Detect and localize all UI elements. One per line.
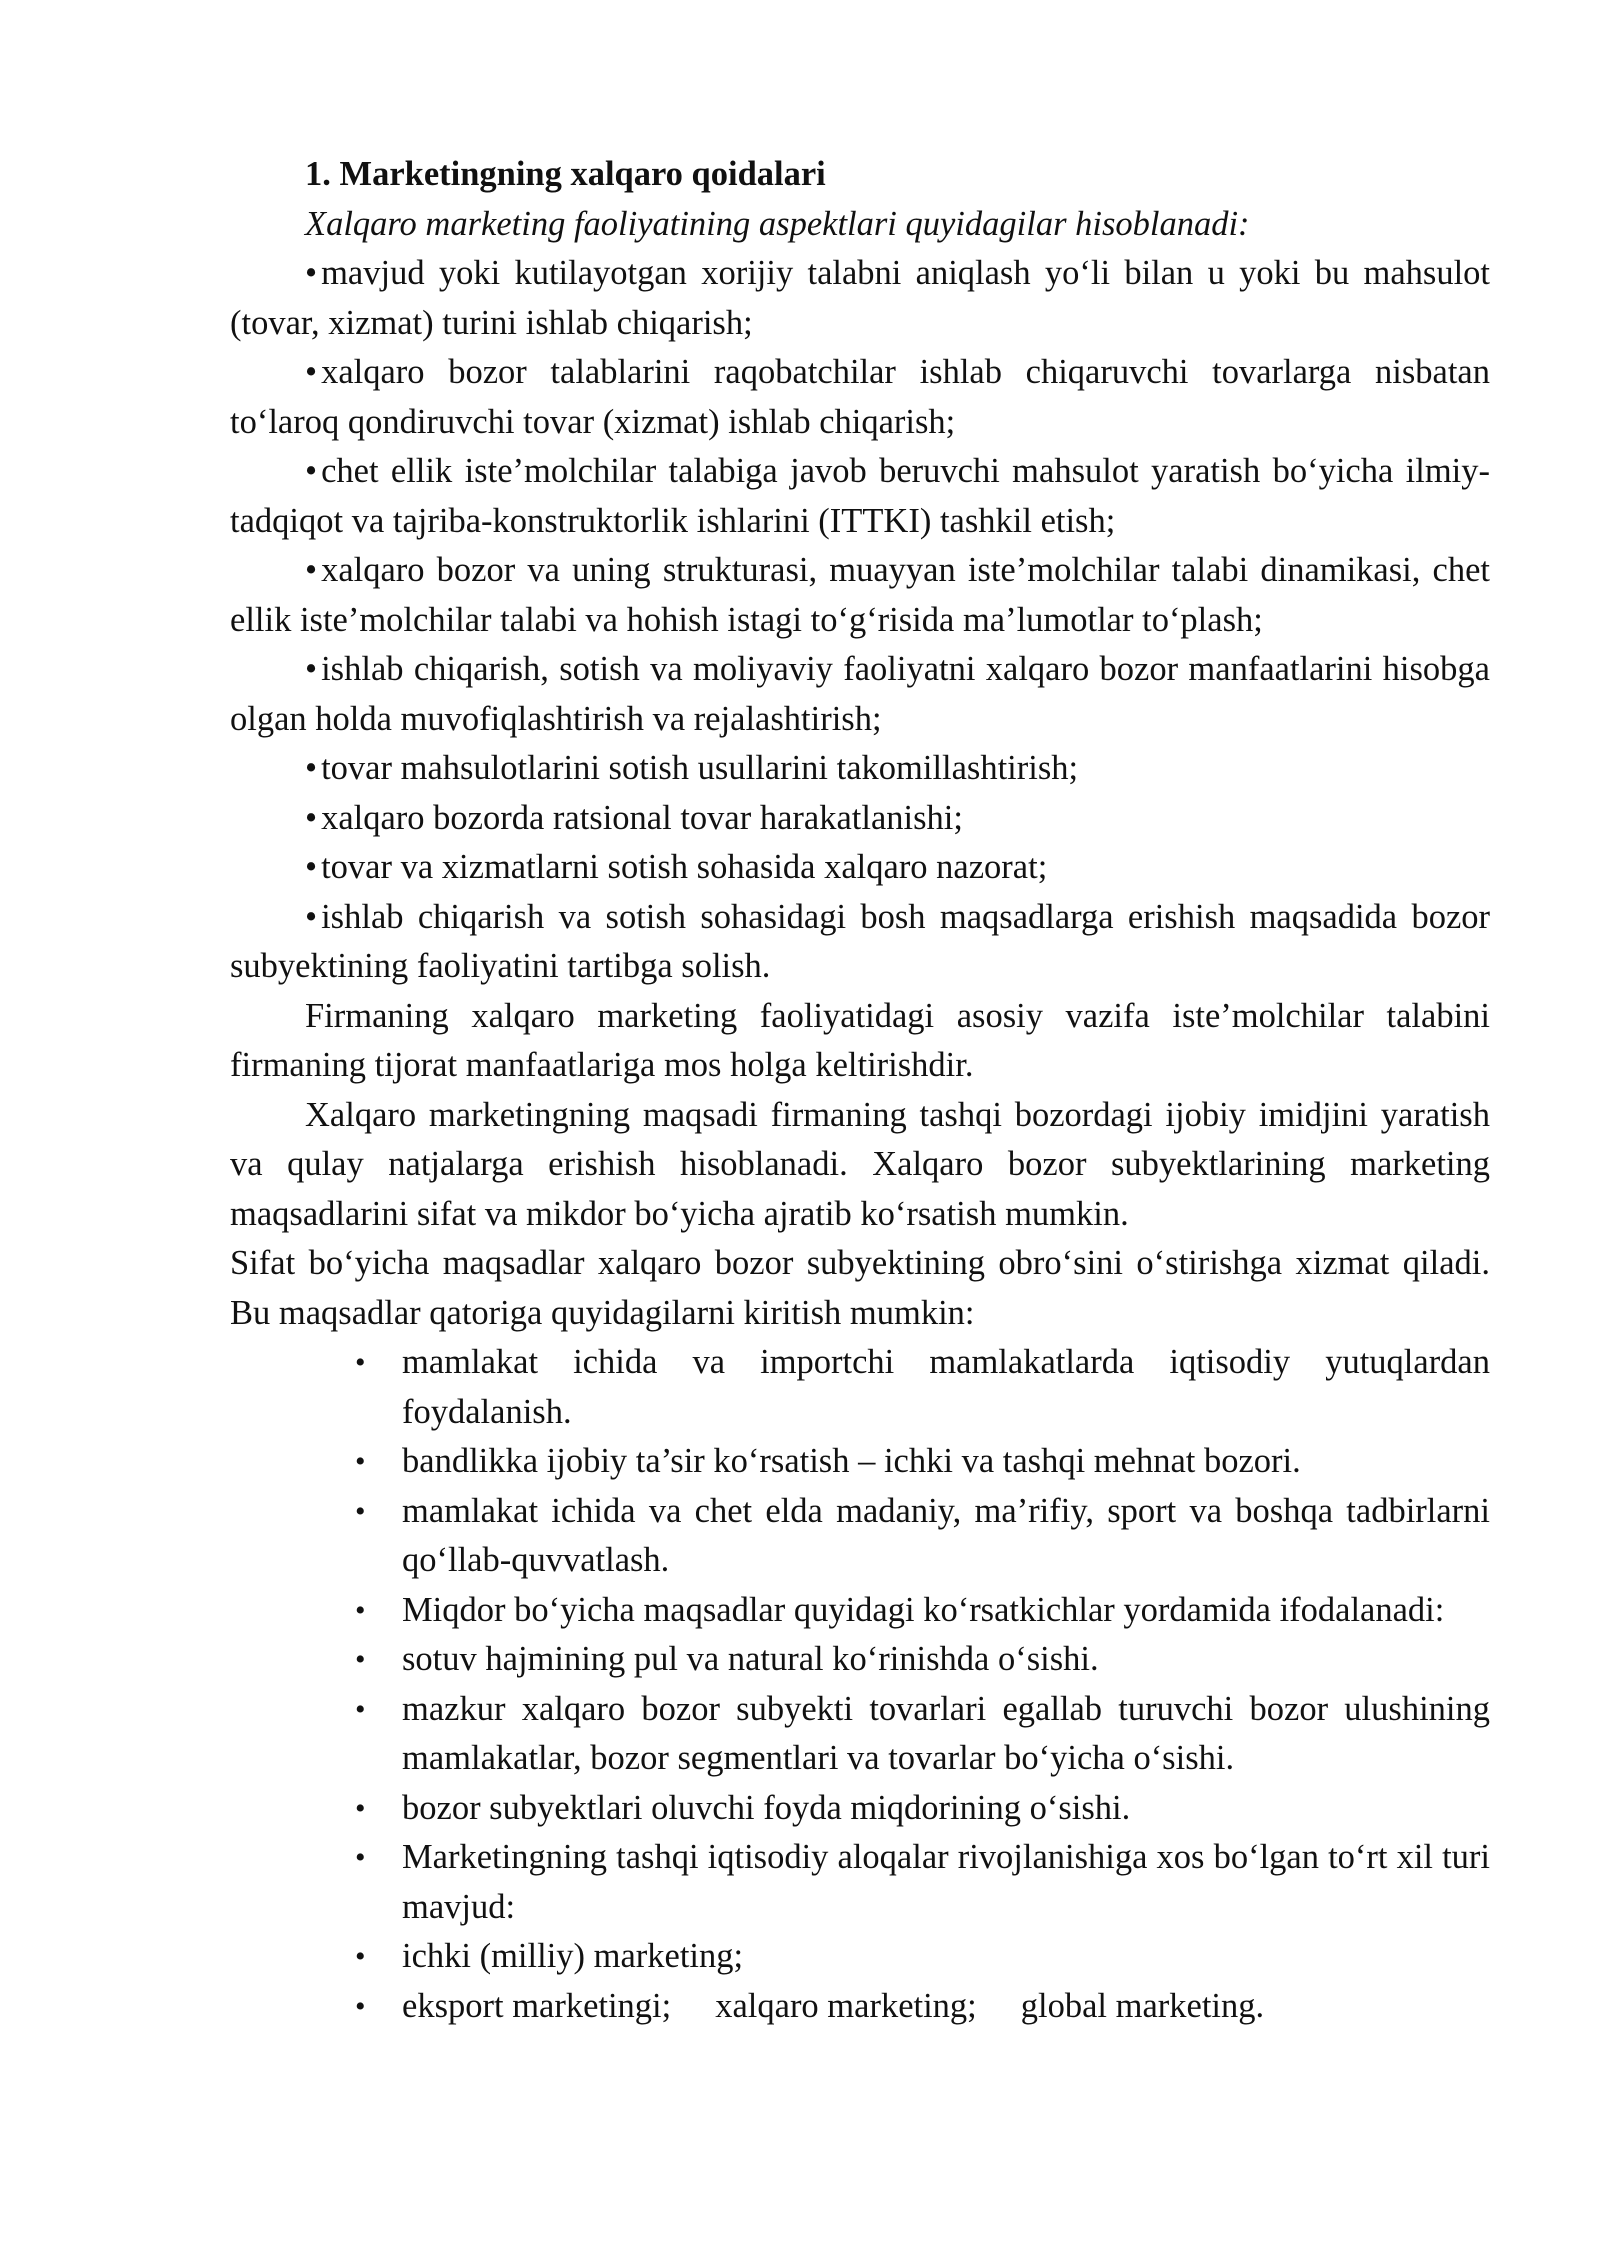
bullet-icon: • [305, 353, 318, 391]
list-item-text: bandlikka ijobiy ta’sir ko‘rsatish – ichki va tashqi mehnat bozori. [402, 1442, 1301, 1480]
aspect-text: mavjud yoki kutilayotgan xorijiy talabni aniqlash yo‘li bilan u yoki bu mahsulot (tovar, xizmat) turini ishlab chiqarish; [230, 254, 1490, 342]
list-item [355, 1982, 1490, 2032]
list-item-text: sotuv hajmining pul va natural ko‘rinishda o‘sishi. [402, 1640, 1099, 1678]
bullet-icon: • [355, 1692, 366, 1726]
aspect-item [230, 546, 1490, 645]
marketing-type-global: global marketing. [1020, 1986, 1265, 2025]
aspect-text: xalqaro bozorda ratsional tovar harakatlanishi; [321, 798, 963, 837]
bullet-icon: • [355, 1494, 366, 1528]
aspect-text: ishlab chiqarish, sotish va moliyaviy faoliyatni xalqaro bozor manfaatlarini hisobga olgan holda muvofiqlashtirish va rejalashtirish; [230, 650, 1490, 738]
list-item [355, 1437, 1490, 1487]
aspect-item [230, 645, 1490, 744]
bullet-icon: • [305, 848, 318, 886]
list-item [355, 1586, 1490, 1636]
list-item-text: mamlakat ichida va chet elda madaniy, ma’rifiy, sport va boshqa tadbirlarni qo‘llab-quvvatlash. [402, 1491, 1490, 1579]
list-item-text: Marketingning tashqi iqtisodiy aloqalar rivojlanishiga xos bo‘lgan to‘rt xil turi mavjud: [402, 1838, 1490, 1926]
list-item-text: ichki (milliy) marketing; [402, 1937, 744, 1975]
list-item [355, 1685, 1490, 1784]
bullet-icon: • [355, 1593, 366, 1627]
bullet-icon: • [355, 1346, 366, 1379]
bullet-icon: • [305, 650, 318, 688]
aspects-intro: Xalqaro marketing faoliyatining aspektlari quyidagilar hisoblanadi: [305, 204, 1250, 243]
list-item-text: bozor subyektlari oluvchi foyda miqdorining o‘sishi. [402, 1788, 1131, 1827]
aspect-text: ishlab chiqarish va sotish sohasidagi bosh maqsadlarga erishish maqsadida bozor subyektining faoliyatini tartibga solish. [230, 897, 1490, 985]
section-heading: 1. Marketingning xalqaro qoidalari [305, 155, 826, 193]
list-item-text: Miqdor bo‘yicha maqsadlar quyidagi ko‘rsatkichlar yordamida ifodalanadi: [402, 1590, 1445, 1629]
list-item [355, 1833, 1490, 1932]
bullet-icon: • [305, 798, 318, 837]
paragraph-quality-goals: Sifat bo‘yicha maqsadlar xalqaro bozor subyektining obro‘sini o‘stirishga xizmat qiladi. Bu maqsadlar qatoriga quyidagilarni kiritish mumkin: [230, 1244, 1490, 1332]
marketing-type-international: xalqaro marketing; [715, 1986, 977, 2025]
bullet-icon: • [305, 897, 318, 936]
aspect-item [230, 744, 1490, 794]
list-item [355, 1784, 1490, 1834]
bullet-icon: • [305, 254, 318, 292]
bullet-icon: • [355, 1791, 366, 1825]
marketing-type-export: eksport marketingi; [402, 1986, 672, 2025]
bullet-icon: • [355, 1989, 366, 2023]
aspect-item [230, 843, 1490, 893]
aspect-item [230, 348, 1490, 447]
bullet-icon: • [355, 1940, 366, 1973]
bullet-icon: • [305, 452, 318, 490]
aspect-item [230, 794, 1490, 844]
aspect-text: chet ellik iste’molchilar talabiga javob beruvchi mahsulot yaratish bo‘yicha ilmiy-tadqiqot va tajriba-konstruktorlik ishlarini (ITTKI) tashkil etish; [230, 452, 1490, 540]
list-item-text: mamlakat ichida va importchi mamlakatlarda iqtisodiy yutuqlardan foydalanish. [402, 1343, 1490, 1431]
list-item [355, 1932, 1490, 1982]
paragraph-goal: Xalqaro marketingning maqsadi firmaning tashqi bozordagi ijobiy imidjini yaratish va qulay natjalarga erishish hisoblanadi. Xalqaro bozor subyektlarining marketing maqsadlarini sifat va mikdor bo‘yicha ajratib ko‘rsatish mumkin. [230, 1095, 1490, 1233]
bullet-icon: • [355, 1643, 366, 1676]
aspect-item [230, 893, 1490, 992]
list-item-text: mazkur xalqaro bozor subyekti tovarlari egallab turuvchi bozor ulushining mamlakatlar, bozor segmentlari va tovarlar bo‘yicha o‘sishi. [402, 1689, 1490, 1777]
paragraph-main-task: Firmaning xalqaro marketing faoliyatidagi asosiy vazifa iste’molchilar talabini firmaning tijorat manfaatlariga mos holga keltirishdir. [230, 996, 1490, 1084]
document-page [230, 150, 1490, 2031]
aspect-text: tovar va xizmatlarni sotish sohasida xalqaro nazorat; [321, 848, 1048, 886]
list-item [355, 1338, 1490, 1437]
bullet-icon: • [305, 749, 318, 787]
aspect-text: xalqaro bozor talablarini raqobatchilar ishlab chiqaruvchi tovarlarga nisbatan to‘laroq qondiruvchi tovar (xizmat) ishlab chiqarish; [230, 353, 1490, 441]
aspect-item [230, 447, 1490, 546]
aspect-text: xalqaro bozor va uning strukturasi, muayyan iste’molchilar talabi dinamikasi, chet ellik iste’molchilar talabi va hohish istagi to‘g‘risida ma’lumotlar to‘plash; [230, 551, 1490, 639]
list-item [355, 1635, 1490, 1685]
bullet-icon: • [355, 1841, 366, 1874]
aspect-text: tovar mahsulotlarini sotish usullarini takomillashtirish; [321, 749, 1079, 787]
goals-list [230, 1338, 1490, 2031]
list-item [355, 1487, 1490, 1586]
bullet-icon: • [305, 551, 318, 589]
bullet-icon: • [355, 1445, 366, 1478]
aspect-item [230, 249, 1490, 348]
